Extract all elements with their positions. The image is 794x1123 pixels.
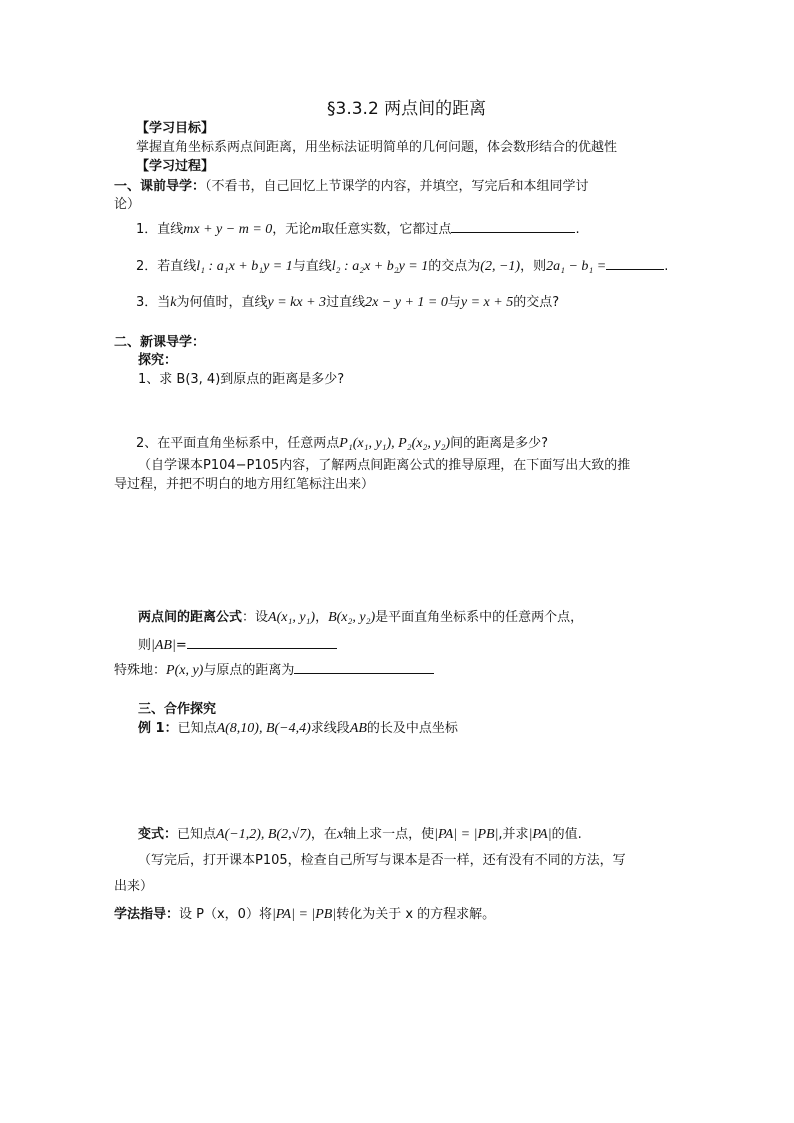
q3-formula-k: k xyxy=(170,295,177,310)
special-case xyxy=(114,660,434,680)
e2-formula-points: P₁(x₁, y₁), P₂(x₂, y₂) xyxy=(339,436,451,451)
variant xyxy=(138,826,582,844)
goal-header: 【学习目标】 xyxy=(136,121,215,136)
example-1-text-b: 求线段 xyxy=(310,721,350,736)
guide-label: 学法指导： xyxy=(114,907,180,922)
pre-header: 一、课前导学： xyxy=(114,179,206,194)
variant-text-a: 已知点 xyxy=(177,827,217,842)
e2-text-a: 2、在平面直角坐标系中，任意两点 xyxy=(136,436,340,451)
variant-formula-points: A(−1,2), B(2,√7) xyxy=(216,827,311,842)
q1-formula-m: m xyxy=(311,222,322,237)
then-formula-ab: |AB| xyxy=(151,638,176,653)
q1-text-b: ，无论 xyxy=(272,222,312,237)
e2-text-b: 间的距离是多少? xyxy=(450,436,548,451)
q2-text-a: 2．若直线 xyxy=(136,259,197,274)
example-1-label: 例 1： xyxy=(138,721,178,736)
q2-text-c: 的交点为 xyxy=(428,259,481,274)
example-1-text-c: 的长及中点坐标 xyxy=(366,721,458,736)
guide-text-a: 设 P（x，0）将 xyxy=(179,907,272,922)
example-1-formula-ab: AB xyxy=(349,721,367,736)
q2-answer-blank[interactable] xyxy=(606,256,664,270)
q3-formula-line1: y = kx + 3 xyxy=(267,295,327,310)
q3-text-c: 过直线 xyxy=(326,295,366,310)
check-note-1: （写完后，打开课本P105，检查自己所写与课本是否一样，还有没有不同的方法，写 xyxy=(138,853,626,868)
q3-formula-line3: y = x + 5 xyxy=(460,295,514,310)
pre-intro-cont: 论） xyxy=(114,197,141,212)
self-study-note-2: 导过程，并把不明白的地方用红笔标注出来） xyxy=(114,477,375,492)
example-1-formula-points: A(8,10), B(−4,4) xyxy=(216,721,311,736)
q3-formula-line2: 2x − y + 1 = 0 xyxy=(365,295,448,310)
q2-text-b: 与直线 xyxy=(292,259,332,274)
formula-point-a: A(x₁, y₁) xyxy=(268,610,316,625)
distance-then xyxy=(138,635,337,655)
q2-formula-l2: l₂ : a₂x + b₂y = 1 xyxy=(331,259,429,274)
variant-text-e: 的值. xyxy=(551,827,582,842)
q1-answer-blank[interactable] xyxy=(451,219,575,233)
process-header: 【学习过程】 xyxy=(136,159,215,174)
special-formula-p: P(x, y) xyxy=(166,663,204,678)
then-equals: = xyxy=(175,638,187,653)
variant-label: 变式： xyxy=(138,827,178,842)
formula-label: 两点间的距离公式 xyxy=(138,610,243,625)
then-text-a: 则 xyxy=(138,638,152,653)
example-1 xyxy=(138,720,458,738)
example-1-text-a: 已知点 xyxy=(177,721,217,736)
q2-formula-point: (2, −1) xyxy=(480,259,521,274)
variant-text-c: 轴上求一点，使 xyxy=(343,827,435,842)
pre-intro: （不看书，自己回忆上节课学的内容，并填空，写完后和本组同学讨 xyxy=(205,179,589,194)
question-1 xyxy=(136,219,580,239)
q1-text-c: 取任意实数，它都过点 xyxy=(321,222,452,237)
q1-end: . xyxy=(575,222,580,237)
special-text-b: 与原点的距离为 xyxy=(203,663,295,678)
formula-text-b: ， xyxy=(315,610,329,625)
new-header: 二、新课导学： xyxy=(114,335,206,350)
guide-text-b: 转化为关于 x 的方程求解。 xyxy=(336,907,496,922)
method-guide xyxy=(114,906,495,924)
explore-1: 1、求 B(3, 4)到原点的距离是多少? xyxy=(138,372,345,387)
formula-text-a: ：设 xyxy=(242,610,269,625)
explore-label: 探究： xyxy=(138,353,178,368)
pre-intro-line xyxy=(114,178,589,196)
special-answer-blank[interactable] xyxy=(294,660,434,674)
variant-text-b: ，在 xyxy=(310,827,337,842)
q3-text-a: 3．当 xyxy=(136,295,171,310)
check-note-2: 出来） xyxy=(114,879,154,894)
q2-end: . xyxy=(664,259,669,274)
self-study-note-1: （自学课本P104−P105内容，了解两点间距离公式的推导原理，在下面写出大致的推 xyxy=(138,458,631,473)
variant-text-d: ,并求 xyxy=(498,827,529,842)
q2-text-d: ，则 xyxy=(520,259,547,274)
q1-formula-line: mx + y − m = 0 xyxy=(183,222,273,237)
q1-text-a: 1．直线 xyxy=(136,222,184,237)
coop-header: 三、合作探究 xyxy=(138,702,217,717)
question-3 xyxy=(136,294,559,312)
distance-formula xyxy=(138,609,583,627)
q3-text-d: 与 xyxy=(447,295,461,310)
special-text-a: 特殊地： xyxy=(114,663,167,678)
q2-formula-l1: l₁ : a₁x + b₁y = 1 xyxy=(196,259,293,274)
question-2 xyxy=(136,256,668,276)
formula-text-c: 是平面直角坐标系中的任意两个点， xyxy=(375,610,584,625)
guide-formula-eq: |PA| = |PB| xyxy=(271,907,337,922)
ab-answer-blank[interactable] xyxy=(187,635,337,649)
variant-formula-eq: |PA| = |PB| xyxy=(434,827,499,842)
variant-formula-pa: |PA| xyxy=(528,827,552,842)
q3-text-e: 的交点? xyxy=(513,295,560,310)
goal-text: 掌握直角坐标系两点间距离，用坐标法证明简单的几何问题，体会数形结合的优越性 xyxy=(136,140,618,155)
variant-formula-x: x xyxy=(336,827,344,842)
formula-point-b: B(x₂, y₂) xyxy=(328,610,376,625)
explore-2 xyxy=(136,435,548,453)
q2-formula-expr: 2a₁ − b₁ = xyxy=(546,259,607,274)
q3-text-b: 为何值时，直线 xyxy=(176,295,268,310)
page-title: §3.3.2 两点间的距离 xyxy=(327,99,487,119)
